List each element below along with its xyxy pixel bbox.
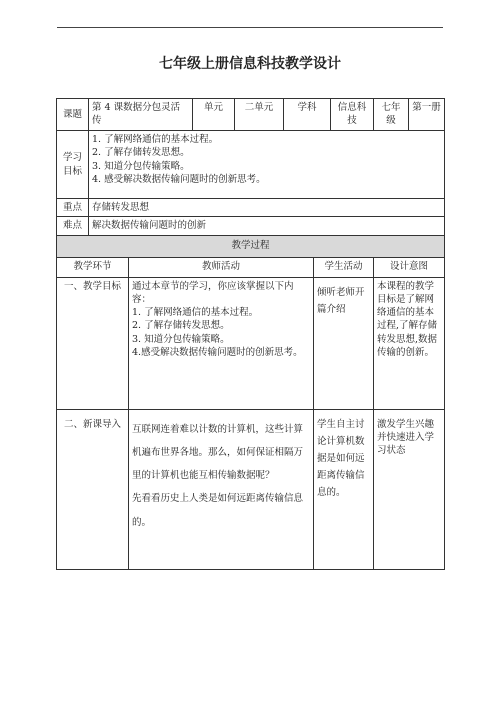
unit-value: 二单元 <box>235 99 284 131</box>
design-intent-cell: 本课程的教学目标是了解网络通信的基本过程,了解存储转发思想,数据传输的创新。 <box>374 277 445 409</box>
subject-label: 学科 <box>284 99 331 131</box>
subject-value: 信息科技 <box>331 99 374 131</box>
teacher-line: 通过本章节的学习，你应该掌握以下内容： <box>132 280 294 305</box>
column-header: 教师活动 <box>129 257 314 277</box>
process-row <box>57 277 445 409</box>
process-header-row <box>57 257 445 277</box>
teacher-line: 1. 了解网络通信的基本过程。 <box>132 307 259 319</box>
volume-value: 第一册 <box>409 99 445 131</box>
lesson-plan-table <box>56 98 445 570</box>
grade-value: 七年级 <box>374 99 409 131</box>
design-intent-cell: 激发学生兴趣并快速进入学习状态 <box>374 409 445 569</box>
difficulty-label: 难点 <box>57 217 89 235</box>
student-activity-cell: 倾听老师开篇介绍 <box>314 277 374 409</box>
objective-item: 2. 了解存储转发思想。 <box>92 147 190 159</box>
student-activity-cell: 学生自主讨论计算机数据是如何远距离传输信息的。 <box>314 409 374 569</box>
teacher-line: 先看看历史上人类是如何远距离传输信息的。 <box>132 493 304 528</box>
key-point-value: 存储转发思想 <box>89 199 445 217</box>
difficulty-value: 解决数据传输问题时的创新 <box>89 217 445 235</box>
topic-value: 第 4 课数据分包灵活传 <box>89 99 193 131</box>
stage-cell: 二、新课导入 <box>57 409 129 569</box>
unit-label: 单元 <box>193 99 235 131</box>
header-rule <box>57 27 443 28</box>
teacher-line: 2. 了解存储转发思想。 <box>132 320 230 332</box>
objectives-label: 学习目标 <box>57 131 89 199</box>
column-header: 设计意图 <box>374 257 445 277</box>
key-point-row <box>57 199 445 217</box>
column-header: 学生活动 <box>314 257 374 277</box>
header-row <box>57 99 445 131</box>
process-section-title: 教学过程 <box>57 235 445 257</box>
objective-item: 3. 知道分包传输策略。 <box>92 160 190 172</box>
document-title: 七年级上册信息科技教学设计 <box>159 56 341 72</box>
process-title-row <box>57 235 445 257</box>
column-header: 教学环节 <box>57 257 129 277</box>
objectives-row <box>57 131 445 199</box>
teacher-line: 互联网连着难以计数的计算机，这些计算机遍布世界各地。那么，如何保证相隔万里的计算机也能互相传输数据呢？ <box>132 423 304 482</box>
teacher-line: 3. 知道分包传输策略。 <box>132 333 230 345</box>
teacher-line: 4.感受解决数据传输问题时的创新思考。 <box>132 347 303 359</box>
process-row <box>57 409 445 569</box>
difficulty-row <box>57 217 445 235</box>
stage-cell: 一、教学目标 <box>57 277 129 409</box>
teacher-activity-cell <box>129 277 314 409</box>
objectives-list <box>89 131 445 199</box>
key-point-label: 重点 <box>57 199 89 217</box>
topic-label: 课题 <box>57 99 89 131</box>
objective-item: 4. 感受解决数据传输问题时的创新思考。 <box>92 173 266 185</box>
objective-item: 1. 了解网络通信的基本过程。 <box>92 134 219 145</box>
teacher-activity-cell <box>129 409 314 569</box>
